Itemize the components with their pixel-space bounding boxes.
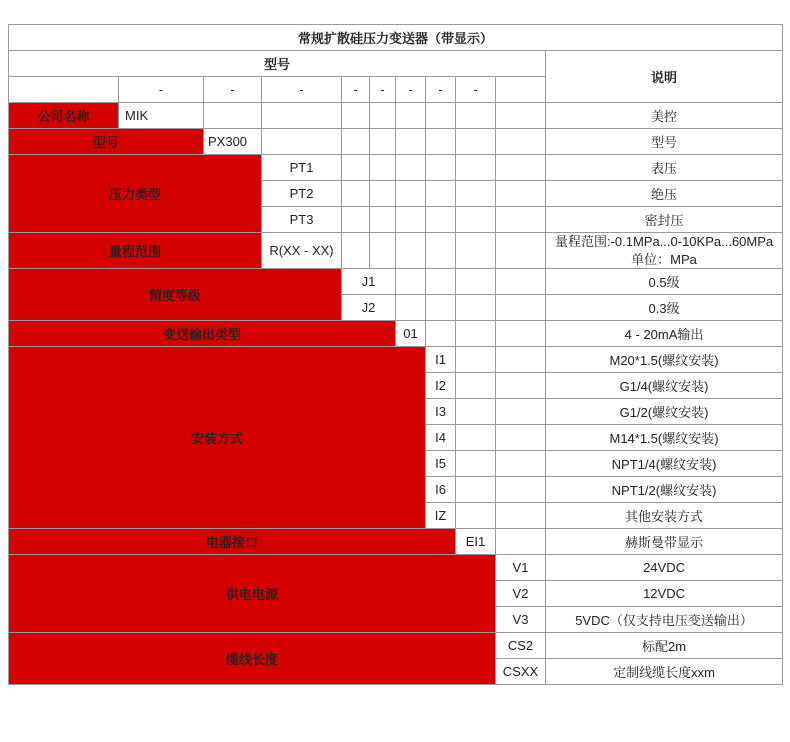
desc-header-label: 说明 bbox=[546, 51, 783, 103]
blank-cell bbox=[456, 129, 496, 155]
code-range: R(XX - XX) bbox=[262, 233, 342, 269]
desc-accuracy-j1: 0.5级 bbox=[546, 269, 783, 295]
desc-power-supply-v1: 24VDC bbox=[546, 555, 783, 581]
blank-cell bbox=[426, 129, 456, 155]
blank-cell bbox=[456, 425, 496, 451]
blank-cell bbox=[426, 233, 456, 269]
dash-cell-6: - bbox=[396, 77, 426, 103]
blank-cell bbox=[426, 207, 456, 233]
code-pressure-type-pt2: PT2 bbox=[262, 181, 342, 207]
blank-cell bbox=[426, 181, 456, 207]
code-company-name: MIK bbox=[119, 103, 204, 129]
blank-cell bbox=[370, 207, 396, 233]
code-mounting-iz: IZ bbox=[426, 503, 456, 529]
blank-cell bbox=[426, 155, 456, 181]
blank-cell bbox=[456, 181, 496, 207]
blank-cell bbox=[456, 155, 496, 181]
blank-cell bbox=[456, 321, 496, 347]
code-mounting-i6: I6 bbox=[426, 477, 456, 503]
blank-cell bbox=[370, 155, 396, 181]
blank-cell bbox=[496, 347, 546, 373]
label-mounting: 安装方式 bbox=[9, 347, 426, 529]
blank-cell bbox=[496, 321, 546, 347]
blank-cell bbox=[496, 181, 546, 207]
blank-cell bbox=[496, 269, 546, 295]
dash-cell-0 bbox=[9, 77, 119, 103]
row-range bbox=[9, 233, 783, 269]
row-electrical-interface bbox=[9, 529, 783, 555]
code-mounting-i1: I1 bbox=[426, 347, 456, 373]
dash-cell-1: - bbox=[119, 77, 204, 103]
blank-cell bbox=[496, 399, 546, 425]
blank-cell bbox=[342, 103, 370, 129]
blank-cell bbox=[496, 529, 546, 555]
dash-cell-9 bbox=[496, 77, 546, 103]
blank-cell bbox=[456, 207, 496, 233]
blank-cell bbox=[496, 477, 546, 503]
blank-cell bbox=[456, 233, 496, 269]
blank-cell bbox=[456, 503, 496, 529]
desc-mounting-iz: 其他安装方式 bbox=[546, 503, 783, 529]
row-output-type bbox=[9, 321, 783, 347]
label-model: 型号 bbox=[9, 129, 204, 155]
desc-power-supply-v2: 12VDC bbox=[546, 581, 783, 607]
dash-cell-2: - bbox=[204, 77, 262, 103]
blank-cell bbox=[496, 295, 546, 321]
desc-range-line1: 量程范围:-0.1MPa...0-10KPa...60MPa bbox=[554, 234, 774, 249]
dash-cell-4: - bbox=[342, 77, 370, 103]
desc-mounting-i1: M20*1.5(螺纹安装) bbox=[546, 347, 783, 373]
code-pressure-type-pt3: PT3 bbox=[262, 207, 342, 233]
row-accuracy-1 bbox=[9, 269, 783, 295]
blank-cell bbox=[496, 129, 546, 155]
desc-electrical-interface: 赫斯曼带显示 bbox=[546, 529, 783, 555]
desc-pressure-type-pt1: 表压 bbox=[546, 155, 783, 181]
code-model: PX300 bbox=[204, 129, 262, 155]
blank-cell bbox=[456, 477, 496, 503]
desc-power-supply-v3: 5VDC（仅支持电压变送输出） bbox=[546, 607, 783, 633]
desc-pressure-type-pt3: 密封压 bbox=[546, 207, 783, 233]
blank-cell bbox=[496, 155, 546, 181]
blank-cell bbox=[342, 181, 370, 207]
blank-cell bbox=[496, 373, 546, 399]
desc-mounting-i2: G1/4(螺纹安装) bbox=[546, 373, 783, 399]
code-accuracy-j2: J2 bbox=[342, 295, 396, 321]
code-cable-length-csxx: CSXX bbox=[496, 659, 546, 685]
blank-cell bbox=[396, 295, 426, 321]
blank-cell bbox=[370, 103, 396, 129]
label-pressure-type: 压力类型 bbox=[9, 155, 262, 233]
blank-cell bbox=[396, 233, 426, 269]
desc-cable-length-csxx: 定制线缆长度xxm bbox=[546, 659, 783, 685]
desc-pressure-type-pt2: 绝压 bbox=[546, 181, 783, 207]
blank-cell bbox=[426, 269, 456, 295]
specification-table bbox=[8, 24, 783, 685]
label-power-supply: 供电电源 bbox=[9, 555, 496, 633]
desc-range-line2: 单位：MPa bbox=[631, 251, 697, 267]
desc-mounting-i6: NPT1/2(螺纹安装) bbox=[546, 477, 783, 503]
table-header-row bbox=[9, 51, 783, 77]
spec-sheet bbox=[0, 24, 790, 742]
blank-cell bbox=[496, 425, 546, 451]
row-power-supply-1 bbox=[9, 555, 783, 581]
blank-cell bbox=[456, 103, 496, 129]
blank-cell bbox=[204, 103, 262, 129]
blank-cell bbox=[262, 129, 342, 155]
blank-cell bbox=[456, 451, 496, 477]
desc-accuracy-j2: 0.3级 bbox=[546, 295, 783, 321]
dash-cell-7: - bbox=[426, 77, 456, 103]
desc-model: 型号 bbox=[546, 129, 783, 155]
blank-cell bbox=[396, 155, 426, 181]
table-title: 常规扩散硅压力变送器（带显示） bbox=[9, 25, 783, 51]
code-pressure-type-pt1: PT1 bbox=[262, 155, 342, 181]
blank-cell bbox=[262, 103, 342, 129]
row-cable-length-1 bbox=[9, 633, 783, 659]
blank-cell bbox=[342, 129, 370, 155]
code-power-supply-v2: V2 bbox=[496, 581, 546, 607]
blank-cell bbox=[456, 269, 496, 295]
blank-cell bbox=[370, 233, 396, 269]
code-cable-length-cs2: CS2 bbox=[496, 633, 546, 659]
blank-cell bbox=[342, 207, 370, 233]
dash-cell-8: - bbox=[456, 77, 496, 103]
blank-cell bbox=[396, 269, 426, 295]
code-power-supply-v1: V1 bbox=[496, 555, 546, 581]
blank-cell bbox=[496, 451, 546, 477]
blank-cell bbox=[426, 295, 456, 321]
blank-cell bbox=[426, 103, 456, 129]
code-power-supply-v3: V3 bbox=[496, 607, 546, 633]
label-output-type: 变送输出类型 bbox=[9, 321, 396, 347]
label-accuracy: 精度等级 bbox=[9, 269, 342, 321]
blank-cell bbox=[396, 103, 426, 129]
code-mounting-i5: I5 bbox=[426, 451, 456, 477]
dash-cell-5: - bbox=[370, 77, 396, 103]
desc-mounting-i3: G1/2(螺纹安装) bbox=[546, 399, 783, 425]
label-cable-length: 缆线长度 bbox=[9, 633, 496, 685]
label-company-name: 公司名称 bbox=[9, 103, 119, 129]
code-electrical-interface: EI1 bbox=[456, 529, 496, 555]
blank-cell bbox=[496, 103, 546, 129]
code-mounting-i2: I2 bbox=[426, 373, 456, 399]
code-mounting-i3: I3 bbox=[426, 399, 456, 425]
blank-cell bbox=[456, 373, 496, 399]
table-title-row bbox=[9, 25, 783, 51]
desc-output-type: 4 - 20mA输出 bbox=[546, 321, 783, 347]
blank-cell bbox=[456, 347, 496, 373]
blank-cell bbox=[496, 233, 546, 269]
blank-cell bbox=[496, 207, 546, 233]
desc-cable-length-cs2: 标配2m bbox=[546, 633, 783, 659]
label-range: 量程范围 bbox=[9, 233, 262, 269]
desc-mounting-i5: NPT1/4(螺纹安装) bbox=[546, 451, 783, 477]
blank-cell bbox=[456, 399, 496, 425]
blank-cell bbox=[370, 129, 396, 155]
blank-cell bbox=[426, 321, 456, 347]
row-pressure-type-1 bbox=[9, 155, 783, 181]
blank-cell bbox=[396, 181, 426, 207]
code-mounting-i4: I4 bbox=[426, 425, 456, 451]
row-mounting-1 bbox=[9, 347, 783, 373]
blank-cell bbox=[342, 155, 370, 181]
desc-range bbox=[546, 233, 783, 269]
blank-cell bbox=[456, 295, 496, 321]
blank-cell bbox=[370, 181, 396, 207]
desc-company-name: 美控 bbox=[546, 103, 783, 129]
row-model bbox=[9, 129, 783, 155]
row-company-name bbox=[9, 103, 783, 129]
label-electrical-interface: 电器接口 bbox=[9, 529, 456, 555]
model-header-label: 型号 bbox=[9, 51, 546, 77]
blank-cell bbox=[496, 503, 546, 529]
blank-cell bbox=[396, 129, 426, 155]
blank-cell bbox=[342, 233, 370, 269]
dash-cell-3: - bbox=[262, 77, 342, 103]
desc-mounting-i4: M14*1.5(螺纹安装) bbox=[546, 425, 783, 451]
blank-cell bbox=[396, 207, 426, 233]
code-accuracy-j1: J1 bbox=[342, 269, 396, 295]
code-output-type: 01 bbox=[396, 321, 426, 347]
